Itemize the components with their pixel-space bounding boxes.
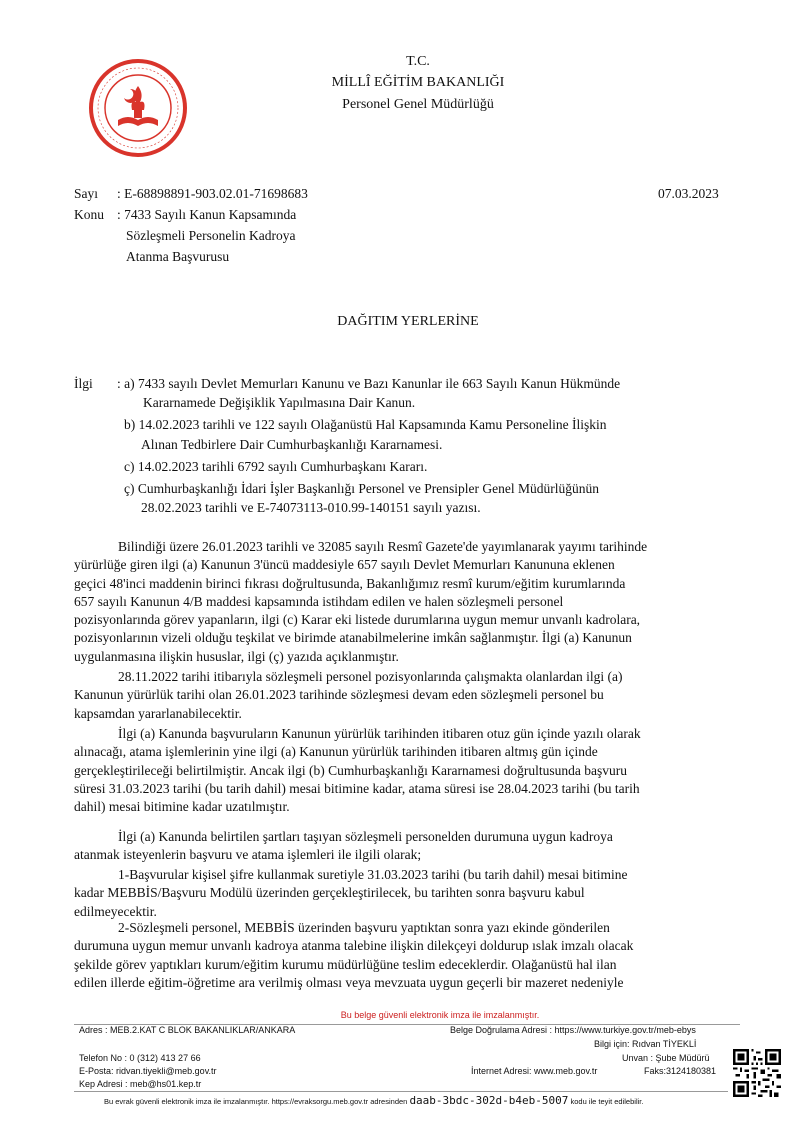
konu-line-1: : 7433 Sayılı Kanun Kapsamında <box>117 207 297 222</box>
esign-notice: Bu belge güvenli elektronik imza ile imzalanmıştır. <box>340 1010 540 1020</box>
footer-info-contact: Bilgi için: Rıdvan TİYEKLİ <box>594 1039 697 1049</box>
ilgi-d-line-2: 28.02.2023 tarihli ve E-74073113-010.99-140151 sayılı yazısı. <box>141 500 481 515</box>
header-tc: T.C. <box>406 54 430 69</box>
p3-line-4: süresi 31.03.2023 tarihi (bu tarih dahil) mesai bitimine kadar, atama süresi ise 28.04.2023 tarihi (bu tarih <box>74 780 640 796</box>
header-directorate: Personel Genel Müdürlüğü <box>342 97 494 112</box>
p6-line-2: durumuna uygun memur unvanlı kadroya atanma talebine ilişkin dilekçeyi doldurup ıslak imzalı olacak <box>74 938 634 954</box>
recipient: DAĞITIM YERLERİNE <box>337 314 479 329</box>
paragraph-4 <box>74 828 740 865</box>
p3-line-5: dahil) mesai bitimine kadar uzatılmıştır. <box>74 799 290 815</box>
p5-line-1: 1-Başvurular kişisel şifre kullanmak suretiyle 31.03.2023 tarihi (bu tarih dahil) mesai bitimine <box>118 867 628 882</box>
konu-line-2: Sözleşmeli Personelin Kadroya <box>126 228 296 243</box>
header-ministry: MİLLÎ EĞİTİM BAKANLIĞI <box>331 75 505 90</box>
p3-line-3: gerçekleştirileceği belirtilmiştir. Ancak ilgi (b) Cumhurbaşkanlığı Kararnamesi doğrultusunda başvuru <box>74 762 627 778</box>
p5-line-2: kadar MEBBİS/Başvuru Modülü üzerinden gerçekleştirilecek, bu tarihten sonra başvuru kabul <box>74 885 585 901</box>
footer-kep: Kep Adresi : meb@hs01.kep.tr <box>79 1079 202 1089</box>
p6-line-1: 2-Sözleşmeli personel, MEBBİS üzerinden başvuru yaptıktan sonra yazı ekinde gönderilen <box>118 920 610 935</box>
footer-verify-address: Belge Doğrulama Adresi : https://www.turkiye.gov.tr/meb-ebys <box>450 1025 696 1035</box>
ilgi-a-line-2: Kararnamede Değişiklik Yapılmasına Dair Kanun. <box>143 395 416 410</box>
qr-code-icon <box>733 1049 781 1097</box>
p5-line-3: edilmeyecektir. <box>74 903 157 919</box>
footer-email: E-Posta: ridvan.tiyekli@meb.gov.tr <box>79 1066 217 1076</box>
ilgi-d-line-1: ç) Cumhurbaşkanlığı İdari İşler Başkanlığı Personel ve Prensipler Genel Müdürlüğünün <box>124 481 600 496</box>
paragraph-3 <box>74 725 740 816</box>
p6-line-4: edilen illerde eğitim-öğretime ara verilmiş olması veya mevzuata uygun geçerli bir mazeret nedeniyle <box>74 974 624 990</box>
p2-line-1: 28.11.2022 tarihi itibarıyla sözleşmeli personel pozisyonlarında çalışmakta olanlardan ilgi (a) <box>118 669 623 684</box>
p4-line-2: atanmak isteyenlerin başvuru ve atama işlemleri ile ilgili olarak; <box>74 847 422 863</box>
p3-line-2: alınacağı, atama işlemlerinin yine ilgi (a) Kanunun yürürlük tarihinden itibaren altmış gün içinde <box>74 744 598 760</box>
sayi-label: Sayı <box>74 186 99 201</box>
footer-internet: İnternet Adresi: www.meb.gov.tr <box>471 1066 598 1076</box>
p1-line-3: geçici 48'inci maddenin birinci fıkrası doğrultusunda, Bakanlığımız resmî kurum/eğitim kurumlarında <box>74 575 626 591</box>
paragraph-6 <box>74 919 740 992</box>
paragraph-2 <box>74 668 740 723</box>
paragraph-5 <box>74 866 740 921</box>
p1-line-1: Bilindiği üzere 26.01.2023 tarihli ve 32085 sayılı Resmî Gazete'de yayımlanarak yayımı tarihinde <box>118 539 648 554</box>
ilgi-b-line-2: Alınan Tedbirlere Dair Cumhurbaşkanlığı Kararnamesi. <box>141 437 443 452</box>
footer-address: Adres : MEB.2.KAT C BLOK BAKANLIKLAR/ANKARA <box>79 1025 296 1035</box>
footer-phone: Telefon No : 0 (312) 413 27 66 <box>79 1053 201 1063</box>
p2-line-3: kapsamdan yararlanabilecektir. <box>74 705 242 721</box>
footer-fax: Faks:3124180381 <box>644 1066 717 1076</box>
ilgi-label: İlgi <box>74 376 93 391</box>
p1-line-2: yürürlüğe giren ilgi (a) Kanunun 3'üncü maddesiyle 657 sayılı Devlet Memurları Kanununa eklenen <box>74 557 615 573</box>
p1-line-7: uygulanmasına ilişkin hususlar, ilgi (ç) yazıda açıklanmıştır. <box>74 648 399 664</box>
document-date: 07.03.2023 <box>658 186 719 201</box>
ilgi-a-line-1: : a) 7433 sayılı Devlet Memurları Kanunu ve Bazı Kanunlar ile 663 Sayılı Kanun Hükmünde <box>117 376 621 391</box>
p1-line-5: pozisyonlarında görev yapanların, ilgi (c) Karar eki listede durumlarına uygun memur unvanlı kadrolara, <box>74 612 641 628</box>
footer-divider-2 <box>74 1091 728 1092</box>
footer-verification-line <box>104 1094 643 1107</box>
ilgi-b-line-1: b) 14.02.2023 tarihli ve 122 sayılı Olağanüstü Hal Kapsamında Kamu Personeline İlişkin <box>124 417 607 432</box>
footer-title: Unvan : Şube Müdürü <box>622 1053 710 1063</box>
p1-line-4: 657 sayılı Kanunun 4/B maddesi kapsamında istihdam edilen ve halen sözleşmeli personel <box>74 593 564 609</box>
konu-line-3: Atanma Başvurusu <box>126 249 230 264</box>
ilgi-c-line-1: c) 14.02.2023 tarihli 6792 sayılı Cumhurbaşkanı Kararı. <box>124 459 428 474</box>
paragraph-1 <box>74 538 740 666</box>
p3-line-1: İlgi (a) Kanunda başvuruların Kanunun yürürlük tarihinden itibaren otuz gün içinde yazılı olarak <box>118 726 641 741</box>
verify-suffix: kodu ile teyit edilebilir. <box>570 1097 644 1106</box>
p4-line-1: İlgi (a) Kanunda belirtilen şartları taşıyan sözleşmeli personelden durumuna uygun kadroya <box>118 829 613 844</box>
p2-line-2: Kanunun yürürlük tarihi olan 26.01.2023 tarihinde sözleşmesi devam eden sözleşmeli personel bu <box>74 687 604 703</box>
sayi-value: : E-68898891-903.02.01-71698683 <box>117 186 308 201</box>
verify-code: daab-3bdc-302d-b4eb-5007 <box>409 1094 569 1107</box>
p6-line-3: şekilde görev yaptıkları kurum/eğitim kurumu müdürlüğüne teslim edeceklerdir. Olağanüstü hal ilan <box>74 956 617 972</box>
verify-prefix: Bu evrak güvenli elektronik imza ile imzalanmıştır. https://evraksorgu.meb.gov.tr adresinden <box>104 1097 408 1106</box>
konu-label: Konu <box>74 207 104 222</box>
p1-line-6: pozisyonlarının vizeli olduğu teşkilat ve birimde atanabilmelerine imkân sağlanmıştır. İlgi (a) Kanunun <box>74 630 632 646</box>
